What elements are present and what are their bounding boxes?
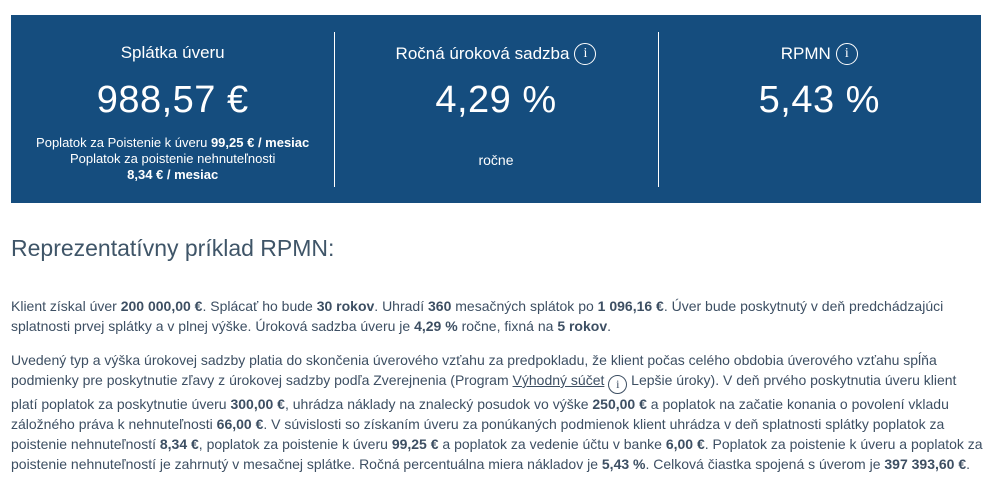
installment-amount: 1 096,16 € <box>597 298 664 314</box>
fixation-period: 5 rokov <box>557 318 608 334</box>
info-icon[interactable]: i <box>836 43 858 65</box>
interest-rate-header <box>334 43 657 65</box>
example-paragraph-1 <box>11 296 986 336</box>
interest-rate-value: 4,29 % <box>435 79 557 121</box>
text: Lepšie úroky). V deň prvého poskytnutia úveru klient platí poplatok za poskytnutie úveru <box>11 372 957 412</box>
rpmn-column <box>658 15 981 203</box>
info-icon[interactable]: i <box>608 375 627 394</box>
interest-rate-title: Ročná úroková sadzba <box>395 44 570 63</box>
rpmn-title: RPMN <box>780 44 831 63</box>
rpmn-rate: 5,43 % <box>601 455 646 472</box>
text: . Splácať ho bude <box>202 298 317 314</box>
total-amount: 397 393,60 € <box>884 455 967 472</box>
loan-summary-panel <box>11 15 981 203</box>
loan-payment-fees <box>11 135 334 183</box>
text: mesačných splátok po <box>451 298 598 314</box>
property-insurance-value: 8,34 € / mesiac <box>127 167 219 182</box>
text: . V súvislosti so získaním úveru za ponúkaných podmienok klient uhrádza v deň splatnosti splátky poplatok za poistenie nehnuteľností <box>11 415 945 452</box>
text: a poplatok na začatie konania o povolení vkladu záložného práva k nehnuteľnosti <box>11 395 949 432</box>
text: . <box>607 318 612 334</box>
fee-amount: 8,34 € <box>159 435 199 452</box>
insurance-fee-value: 99,25 € / mesiac <box>210 135 310 150</box>
text: Klient získal úver <box>11 298 121 314</box>
text: . Uhradí <box>374 298 428 314</box>
example-paragraph-2 <box>11 350 986 474</box>
installment-count: 360 <box>428 298 452 314</box>
text: . Úver bude poskytnutý v deň predchádzajúci splatnosti prvej splátky a v plnej výške. Úroková sadzba úveru je <box>11 298 944 334</box>
text: , poplatok za poistenie k úveru <box>198 435 392 452</box>
info-icon[interactable]: i <box>574 43 596 65</box>
fee-amount: 300,00 € <box>230 395 285 412</box>
loan-payment-column <box>11 15 334 203</box>
fee-amount: 250,00 € <box>592 395 647 412</box>
text: , uhrádza náklady na znalecký posudok vo výške <box>284 395 593 412</box>
fee-amount: 6,00 € <box>665 435 705 452</box>
text: . <box>966 455 971 472</box>
text: . Celková čiastka spojená s úverom je <box>645 455 885 472</box>
representative-example-heading: Reprezentatívny príklad RPMN: <box>11 235 335 261</box>
vyhodny-sucet-link[interactable]: Výhodný súčet <box>512 372 605 388</box>
fee-amount: 99,25 € <box>391 435 439 452</box>
rpmn-value: 5,43 % <box>758 79 880 121</box>
text: ročne, fixná na <box>457 318 558 334</box>
interest-rate-column <box>334 15 657 203</box>
loan-payment-title: Splátka úveru <box>120 43 225 62</box>
loan-term: 30 rokov <box>316 298 375 314</box>
property-insurance-label: Poplatok za poistenie nehnuteľnosti <box>69 151 276 166</box>
interest-rate: 4,29 % <box>414 318 458 334</box>
text: Uvedený typ a výška úrokovej sadzby platia do skončenia úverového vzťahu za predpokladu, že klient počas celého obdobia úverového vzťahu spĺňa podmienky pre poskytnutie zľavy z úrokovej sadzby podľa Zverejnenia (Program <box>11 352 937 388</box>
rpmn-header <box>658 43 981 65</box>
text: . Poplatok za poistenie k úveru a poplatok za poistenie nehnuteľností je zahrnutý v mesačnej splátke. Ročná percentuálna miera nákladov je <box>11 435 983 472</box>
loan-amount: 200 000,00 € <box>120 298 203 314</box>
insurance-fee-label: Poplatok za Poistenie k úveru <box>36 135 208 150</box>
loan-payment-value: 988,57 € <box>96 79 249 121</box>
fee-amount: 66,00 € <box>216 415 264 432</box>
text: a poplatok za vedenie účtu v banke <box>438 435 666 452</box>
interest-rate-note: ročne <box>478 152 514 168</box>
